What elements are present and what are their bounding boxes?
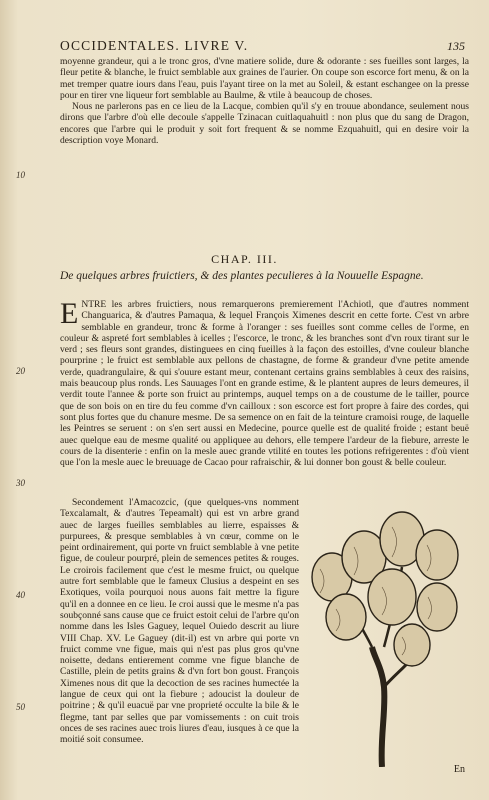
drop-cap: E	[60, 297, 79, 330]
chapter-title: De quelques arbres fruictiers, & des plantes peculieres à la Nouuelle Espagne.	[60, 270, 424, 282]
page-number: 135	[447, 39, 465, 53]
running-header	[60, 38, 465, 54]
secondary-body	[60, 497, 299, 746]
fig-branch-illustration	[302, 497, 474, 767]
chapter-heading: CHAP. III.	[211, 252, 278, 266]
line-number: 40	[16, 590, 25, 600]
paragraph: Secondement l'Amacozcic, (que quelques-vns nomment Texcalamalt, & d'autres Tepeamalt) qui est vn arbre grand auec de larges fueilles semblables au lierre, espaisses & purpurees, & presque semblables à vn cœur, comme on le peint ordinairement, qui porte vn fruict semblable à vne petite figue, de couleur pourpré, plein de semences petites & rouges. Le croirois facilement que c'est le mesme fruict, ou quelque autre fort semblable que le fameux Clusius a despeint en ses Exotiques, voila pourquoi nous auons fait mettre la figure qu'il en a donnee en ce lieu. Ie croi aussi que le mesme n'a pas soubçonné sans cause que ce fruict estoit celui de l'arbre qu'on nomme dans les Isles Gaguey, lequel Ouiedo descrit au liure VIII Chap. XV. Le Gaguey (dit-il) est vn arbre qui porte vn fruict comme vne figue, mais qui n'est pas plus gros qu'vne noisette, dedans entierement comme vne figue blanche de Castille, plein de petits grains & d'vn fort bon goust. François Ximenes nous dit que la decoction de ses racines humectée la langue de ceux qui ont la fiebure ; adoucist la douleur de poitrine ; & qu'il euacuë par vne proprieté occulte la bile & le flegme, tant par selles que par vomissements : on cuit trois onces de ses racines auec trois liures d'eau, iusques à ce que la moitié soit consumee.	[60, 497, 299, 746]
catchword: En	[453, 764, 465, 775]
line-number: 20	[16, 366, 25, 376]
paragraph: moyenne grandeur, qui a le tronc gros, d'vne matiere solide, dure & odorante : ses fueilles sont larges, la fleur petite & blanche, le fruict semblable aux graines de l'aurier. On coupe son escorce fort menu, & on la met tremper quatre iours dans l'eau, puis l'ayant tiree on la met au Soleil, & estant eschangee on la presse pour en tirer vne liqueur fort semblable au Baulme, & vtile à beaucoup de choses.	[60, 56, 469, 101]
paragraph-text: NTRE les arbres fruictiers, nous remarquerons premierement l'Achiotl, que d'autres nomment Changuarica, & d'autres Pamaqua, & lequel François Ximenes descrit en cette forte. C'est vn arbre semblable en grandeur, tronc & forme à l'oranger : ses fueilles sont comme celles de l'orme, en couleur & aspreté fort semblables à icelles ; l'escorce, le tronc, & les branches sont d'vn roux tirant sur le verd ; ses fleurs sont grandes, distinguees en cinq fueilles à la façon des estoilles, d'vne couleur blanche pourprine ; le fruict est semblable aux pellons de chastagne, de forme & grandeur d'vne petite amende verde, quadrangulaire, & qui s'ouure estant meur, contenant certains grains semblables à ceux des raisins, mais beaucoup plus ronds. Les Sauuages l'ont en grande estime, & le plantent aupres de leurs demeures, il verdit toute l'annee & porte son fruict au printemps, auquel temps on a de coustume de le tailler, pource que de son bois on en tire du feu comme d'vn cailloux : son escorce est fort propre à faire des cordes, qui sont plus fortes que du chanure mesme. De sa semence on en fait de la teinture cramoisi rouge, de laquelle les Peintres se seruent : on s'en sert aussi en Medecine, pource quelle est de qualité froide ; estant beuë auec quelque eau de mesme qualité ou appliquee au dehors, elle tempere l'ardeur de la fiebure, arreste le cours de la disenterie : enfin on la mesle auec grande vtilité en toutes les potions refrigerentes : d'où vient que l'on la mesle auec le breuuage de Cacao pour rafraischir, & lui donner bon goust & belle couleur.	[60, 299, 469, 469]
chapter-body	[60, 299, 469, 468]
line-number: 10	[16, 170, 25, 180]
paragraph	[60, 299, 469, 468]
line-number: 50	[16, 702, 25, 712]
top-text-block	[60, 56, 469, 146]
line-number: 30	[16, 478, 25, 488]
paragraph: Nous ne parlerons pas en ce lieu de la Lacque, combien qu'il s'y en trouue abondance, seulement nous dirons que l'arbre d'où elle decoule s'appelle Tzinacan cuitlaquahuitl : non plus que du sang de Dragon, encores que l'arbre qui le produit y soit fort frequent & se nomme Ezquahuitl, qui en desire voir la description voye Monard.	[60, 101, 469, 147]
running-title: OCCIDENTALES. LIVRE V.	[60, 38, 249, 53]
